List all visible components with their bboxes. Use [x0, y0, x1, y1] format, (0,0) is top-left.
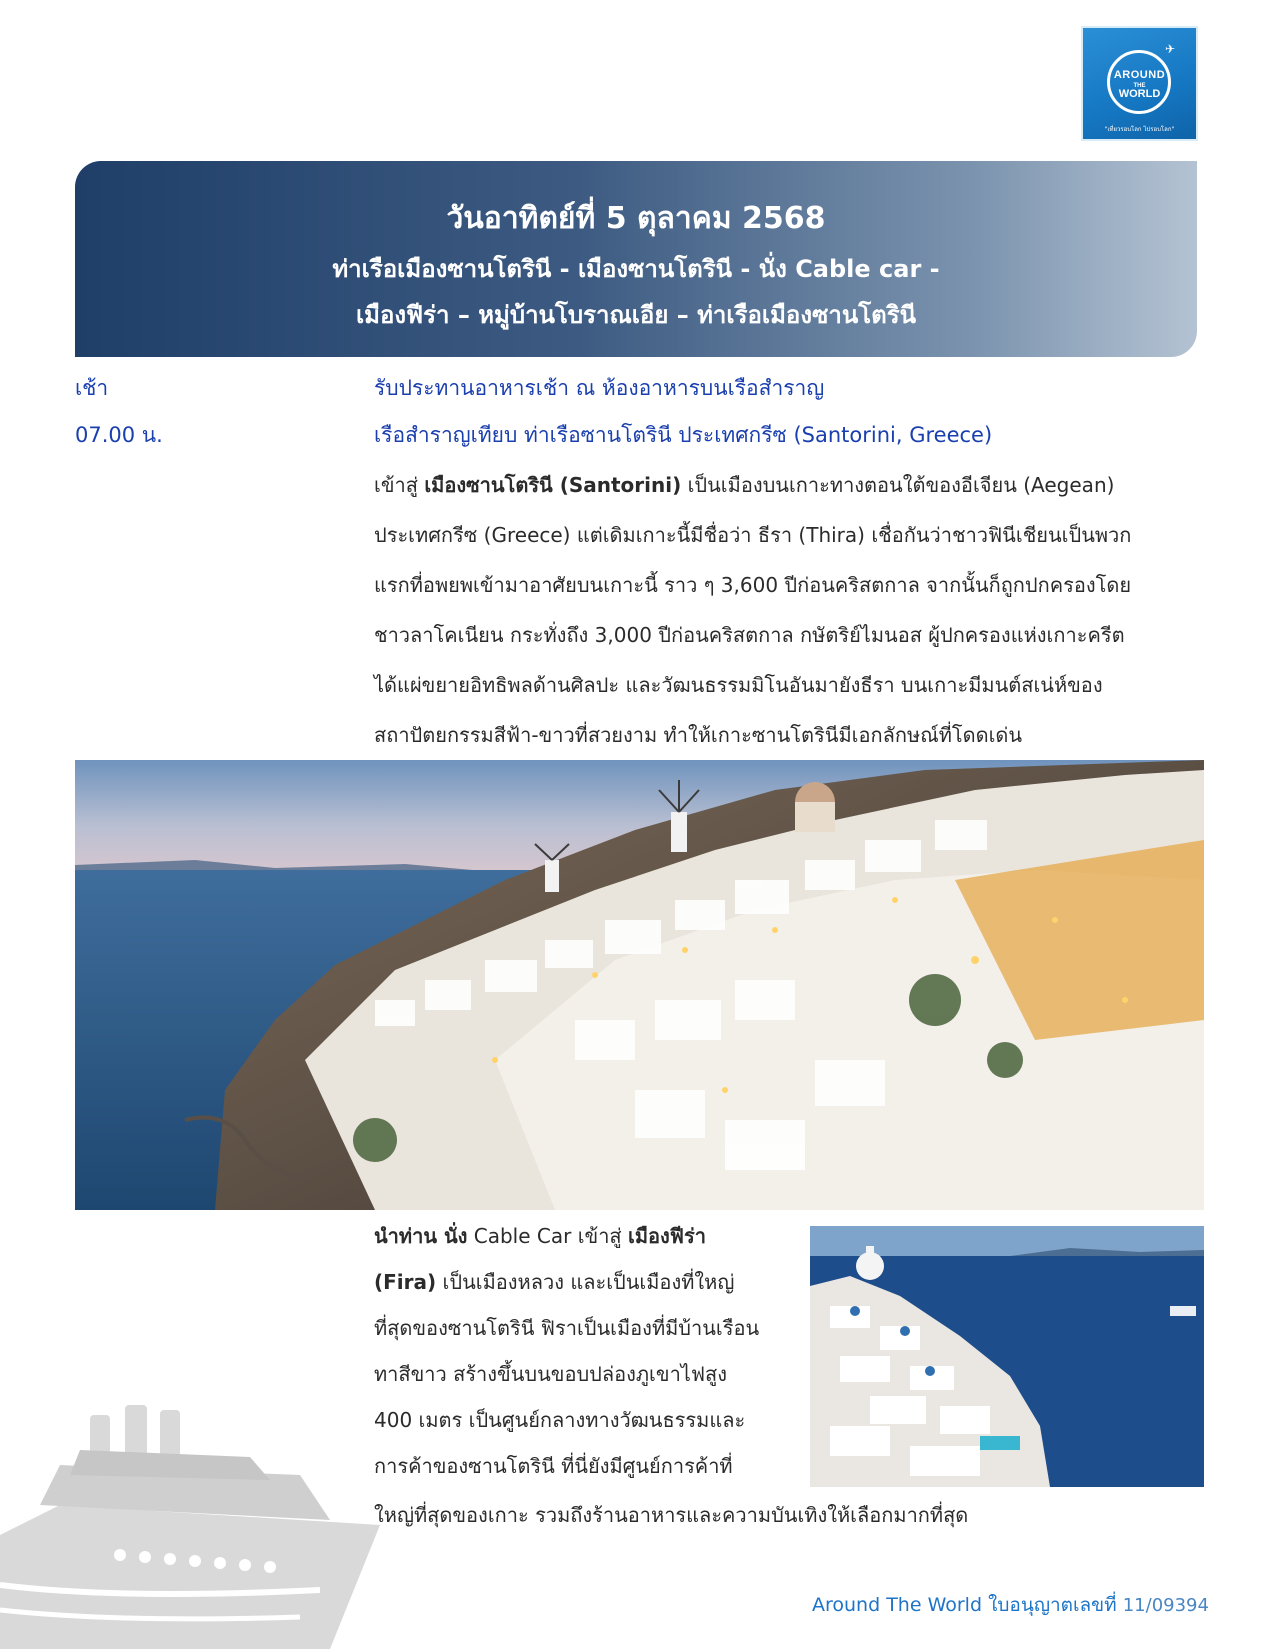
around-the-world-logo: [1081, 26, 1198, 141]
fira-photo-art: [810, 1226, 1204, 1487]
day-date: วันอาทิตย์ที่ 5 ตุลาคม 2568: [446, 201, 826, 236]
santorini-oia-photo: [75, 760, 1204, 1210]
fira-description: [374, 1213, 794, 1489]
fira-line-text: เป็นเมืองหลวง และเป็นเมืองที่ใหญ่: [442, 1270, 735, 1294]
fira-line: 400 เมตร เป็นศูนย์กลางทางวัฒนธรรมและ: [374, 1408, 746, 1432]
desc-line: [374, 460, 1200, 510]
fira-line: ทาสีขาว สร้างขึ้นบนขอบปล่องภูเขาไฟสูง: [374, 1362, 727, 1386]
desc-line: สถาปัตยกรรมสีฟ้า-ขาวที่สวยงาม ทำให้เกาะซานโตรินีมีเอกลักษณ์ที่โดดเด่น: [374, 723, 1023, 747]
fira-line: [374, 1213, 794, 1259]
fira-lead: นำท่าน นั่ง: [374, 1224, 468, 1248]
globe-ring: [1107, 50, 1171, 114]
schedule-activity: รับประทานอาหารเช้า ณ ห้องอาหารบนเรือสำราญ: [374, 376, 825, 400]
fira-name: เมืองฟีร่า: [628, 1224, 706, 1248]
desc-line: ได้แผ่ขยายอิทธิพลด้านศิลปะ และวัฒนธรรมมิโนอันมายังธีรา บนเกาะมีมนต์สเน่ห์ของ: [374, 673, 1103, 697]
fira-last-line: ใหญ่ที่สุดของเกาะ รวมถึงร้านอาหารและความบันเทิงให้เลือกมากที่สุด: [374, 1503, 969, 1527]
route-line-2: เมืองฟีร่า – หมู่บ้านโบราณเอีย – ท่าเรือเมืองซานโตรินี: [355, 301, 917, 329]
fira-name-en: (Fira): [374, 1270, 437, 1294]
logo-tagline: "เที่ยวรอบโลก ไปรอบโลก": [1104, 126, 1175, 133]
footer-license-number: 11/09394: [1122, 1595, 1209, 1616]
santorini-description: [374, 460, 1200, 760]
schedule-time: 07.00 น.: [75, 423, 163, 447]
logo-line3: WORLD: [1118, 88, 1161, 100]
footer-license-label: ใบอนุญาตเลขที่: [988, 1594, 1117, 1616]
desc-line: ชาวลาโคเนียน กระทั่งถึง 3,000 ปีก่อนคริสตกาล กษัตริย์ไมนอส ผู้ปกครองแห่งเกาะครีต: [374, 623, 1125, 647]
santorini-name: เมืองซานโตรินี (Santorini): [424, 473, 682, 497]
cruise-ship-watermark: [0, 1385, 400, 1649]
santorini-photo-art: [75, 760, 1204, 1210]
logo-line2: THE: [1133, 83, 1146, 89]
desc-line: แรกที่อพยพเข้ามาอาศัยบนเกาะนี้ ราว ๆ 3,600 ปีก่อนคริสตกาล จากนั้นก็ถูกปกครองโดย: [374, 573, 1132, 597]
cable-car-text: Cable Car: [473, 1224, 572, 1248]
airplane-icon: ✈: [1165, 42, 1176, 56]
desc-line-text: เป็นเมืองบนเกาะทางตอนใต้ของอีเจียน (Aegean): [687, 473, 1115, 497]
route-line-1: ท่าเรือเมืองซานโตรินี - เมืองซานโตรินี - นั่ง Cable car -: [332, 255, 940, 283]
schedule-time: เช้า: [75, 376, 109, 400]
day-header-banner: [75, 161, 1197, 357]
desc-line: ประเทศกรีซ (Greece) แต่เดิมเกาะนี้มีชื่อว่า ธีรา (Thira) เชื่อกันว่าชาวฟินีเชียนเป็นพวก: [374, 523, 1132, 547]
schedule-activity: เรือสำราญเทียบ ท่าเรือซานโตรินี ประเทศกรีซ (Santorini, Greece): [374, 423, 993, 447]
fira-photo: [810, 1226, 1204, 1487]
footer-license: [812, 1590, 1209, 1620]
fira-line: [374, 1259, 794, 1305]
fira-line: ที่สุดของซานโตรินี ฟิราเป็นเมืองที่มีบ้านเรือน: [374, 1316, 760, 1340]
footer-company: Around The World: [812, 1594, 983, 1616]
desc-intro: เข้าสู่: [374, 473, 418, 497]
fira-enter: เข้าสู่: [577, 1224, 622, 1248]
logo-line1: AROUND: [1113, 69, 1166, 81]
fira-line: การค้าของซานโตรินี ที่นี่ยังมีศูนย์การค้าที่: [374, 1454, 733, 1478]
